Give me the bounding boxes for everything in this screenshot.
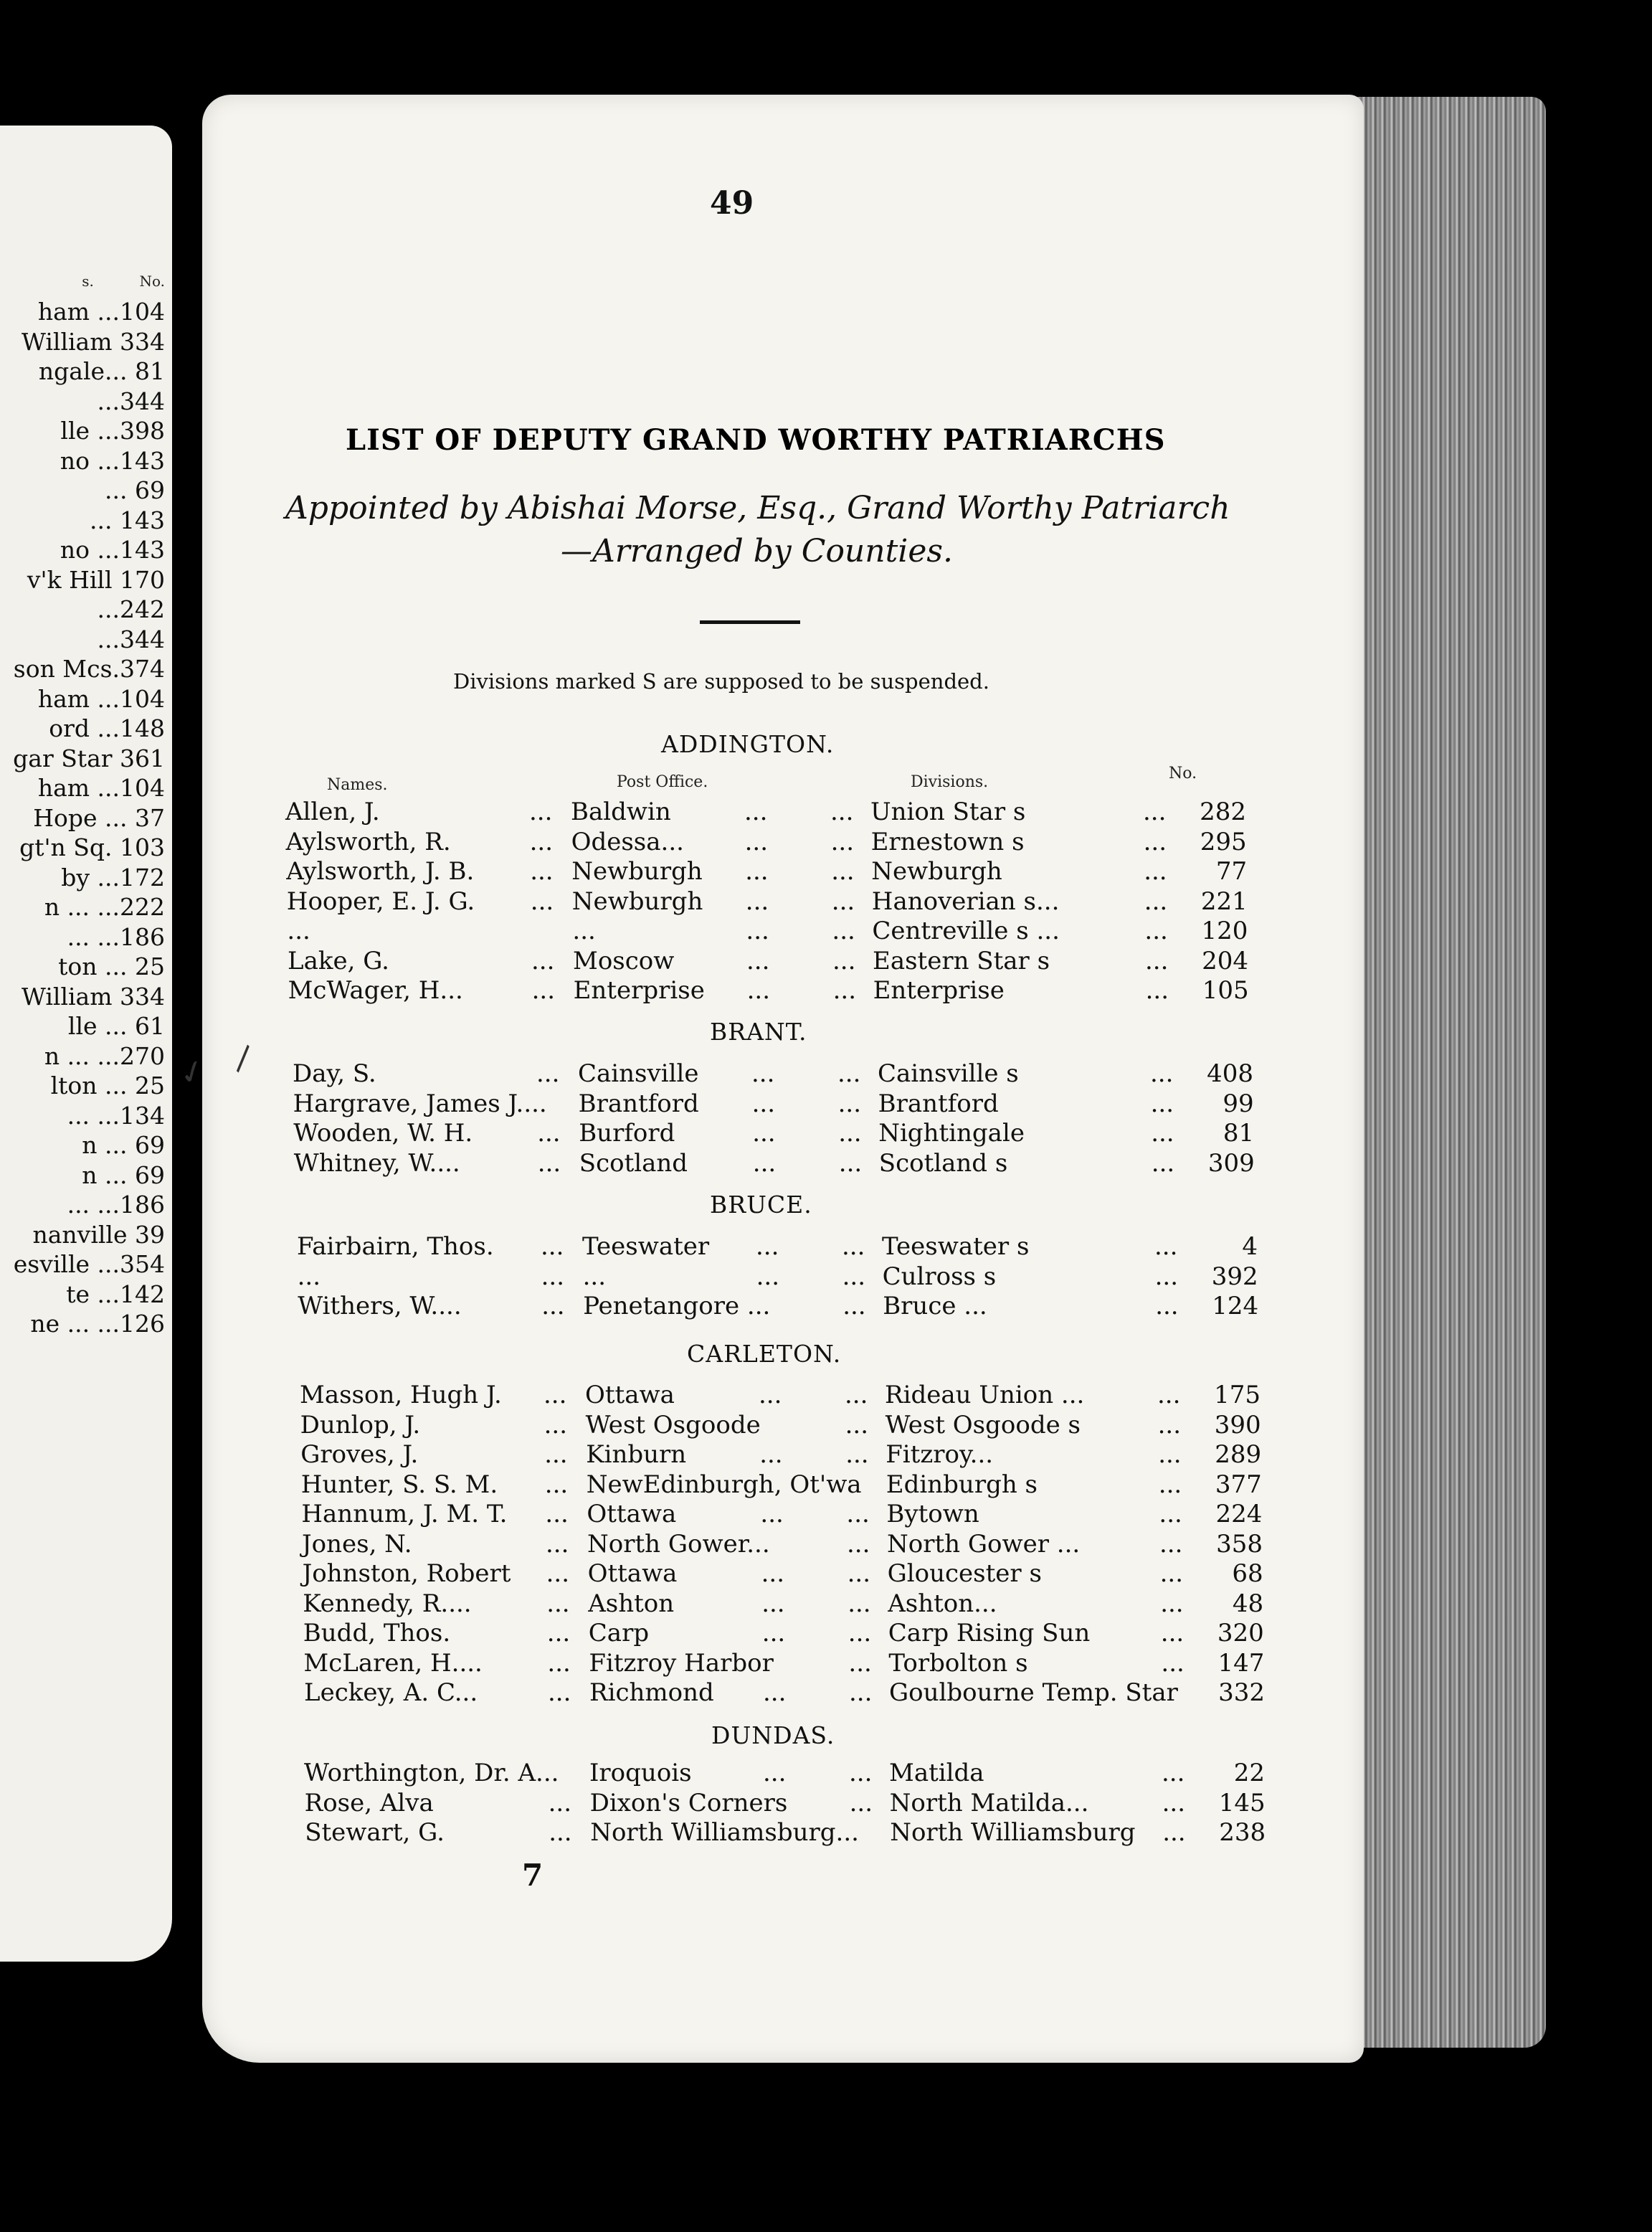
leader-dots: ... <box>832 976 857 1005</box>
entry-post-office: Ottawa <box>585 1381 675 1409</box>
entry-number: 204 <box>1202 946 1248 975</box>
leader-dots: ... <box>849 1678 873 1707</box>
leader-dots: ... <box>536 1059 560 1088</box>
entry-name: Worthington, Dr. A... <box>304 1759 559 1787</box>
left-page-line: ...344 <box>97 387 165 415</box>
leader-dots: ... <box>761 1619 786 1647</box>
entry-row <box>294 1149 1255 1178</box>
entry-number: 390 <box>1214 1410 1261 1439</box>
leader-dots: ... <box>756 1262 780 1291</box>
entry-number: 392 <box>1211 1262 1258 1291</box>
entry-division: Ashton... <box>888 1589 997 1618</box>
left-page-line: n ... 69 <box>82 1160 165 1189</box>
leader-dots: ... <box>537 1119 561 1148</box>
entry-row <box>303 1589 1263 1618</box>
entry-post-office: Baldwin <box>571 798 671 826</box>
left-page-line: William 334 <box>22 982 165 1011</box>
left-page-line: nanville 39 <box>32 1220 165 1249</box>
entry-row <box>300 1440 1261 1469</box>
entry-row <box>297 1232 1258 1261</box>
entry-name: Day, S. <box>293 1059 376 1088</box>
title-rule <box>700 620 800 624</box>
page-title: LIST OF DEPUTY GRAND WORTHY PATRIARCHS <box>346 423 1166 457</box>
entry-division: Cainsville s <box>878 1059 1019 1088</box>
entry-name: Aylsworth, R. <box>285 827 451 856</box>
entry-division: Scotland s <box>878 1148 1008 1178</box>
leader-dots: ... <box>548 1678 571 1707</box>
entry-name: Wooden, W. H. <box>293 1119 473 1148</box>
entry-name: Jones, N. <box>302 1529 412 1559</box>
left-page-line: no ...143 <box>60 446 165 475</box>
county-heading: ADDINGTON. <box>661 730 835 758</box>
leader-dots: ... <box>1162 1788 1186 1817</box>
entry-number: 22 <box>1233 1759 1265 1787</box>
entry-division: Hanoverian s... <box>871 886 1060 916</box>
entry-post-office: Ashton <box>588 1589 675 1618</box>
entry-post-office: Newburgh <box>571 886 703 916</box>
leader-dots: ... <box>544 1440 568 1469</box>
entry-post-office: North Williamsburg... <box>590 1818 859 1847</box>
leader-dots: ... <box>541 1232 564 1261</box>
subtitle-line-2: —Arranged by Counties. <box>561 533 953 569</box>
entry-post-office: NewEdinburgh, Ot'wa <box>586 1470 862 1499</box>
entry-post-office: Brantford <box>578 1089 699 1118</box>
leader-dots: ... <box>537 1148 561 1178</box>
left-page-line: ...242 <box>97 595 165 623</box>
leader-dots: ... <box>546 1589 570 1618</box>
leader-dots: ... <box>831 886 855 916</box>
leader-dots: ... <box>543 1381 567 1409</box>
entry-post-office: Cainsville <box>578 1059 699 1088</box>
leader-dots: ... <box>847 1529 870 1559</box>
leader-dots: ... <box>752 1119 776 1148</box>
left-page-line: Hope ... 37 <box>33 803 165 832</box>
column-header-names: Names. <box>327 776 388 794</box>
margin-arrow-mark: \ <box>227 1039 261 1077</box>
entry-name: Whitney, W.... <box>293 1148 460 1178</box>
entry-number: 105 <box>1202 976 1249 1005</box>
leader-dots: ... <box>541 1262 565 1291</box>
leader-dots: ... <box>848 1619 872 1647</box>
entry-post-office: Burford <box>579 1119 675 1148</box>
county-heading: BRUCE. <box>710 1191 812 1219</box>
page-number: 49 <box>710 185 754 222</box>
leader-dots: ... <box>1145 976 1169 1005</box>
leader-dots: ... <box>546 1559 570 1588</box>
entry-division: Rideau Union ... <box>885 1381 1085 1409</box>
entry-number: 282 <box>1200 798 1246 826</box>
entry-division: Ernestown s <box>870 827 1025 856</box>
entry-name: McWager, H... <box>288 976 463 1005</box>
left-page-line: n ... ...222 <box>44 893 165 921</box>
left-page-line: William 334 <box>22 327 165 356</box>
left-page-line: no ...143 <box>60 536 165 564</box>
entry-row <box>298 1262 1258 1291</box>
leader-dots: ... <box>1151 1119 1174 1148</box>
entry-row <box>303 1559 1263 1588</box>
entry-name: Allen, J. <box>285 798 380 826</box>
left-page-line: ... ...134 <box>67 1101 165 1130</box>
leader-dots: ... <box>543 1410 568 1439</box>
entry-name: ... <box>297 1262 321 1291</box>
entry-number: 295 <box>1200 827 1247 856</box>
leader-dots: ... <box>1144 917 1168 945</box>
entry-row <box>303 1649 1264 1678</box>
entry-division: Torbolton s <box>888 1648 1028 1678</box>
leader-dots: ... <box>832 946 856 975</box>
leader-dots: ... <box>832 917 855 945</box>
leader-dots: ... <box>1150 1089 1174 1118</box>
left-page-line: gar Star 361 <box>13 744 165 772</box>
county-heading: CARLETON. <box>687 1340 842 1368</box>
entry-post-office: Ottawa <box>587 1500 677 1528</box>
left-page-line: esville ...354 <box>13 1250 165 1278</box>
leader-dots: ... <box>837 1089 862 1118</box>
entry-division: Goulbourne Temp. Star <box>889 1678 1178 1707</box>
entry-number: 147 <box>1217 1648 1265 1678</box>
entry-number: 77 <box>1215 857 1248 886</box>
entry-division: Nightingale <box>878 1119 1025 1148</box>
entry-division: Enterprise <box>873 976 1005 1005</box>
entry-name: Hannum, J. M. T. <box>301 1500 508 1528</box>
leader-dots: ... <box>845 1381 868 1409</box>
leader-dots: ... <box>1159 1559 1184 1588</box>
left-page-line: gt'n Sq. 103 <box>19 833 165 861</box>
entry-number: 238 <box>1219 1818 1266 1847</box>
entry-row <box>300 1411 1261 1439</box>
entry-row <box>287 917 1248 945</box>
entry-row <box>293 1089 1254 1118</box>
leader-dots: ... <box>1158 1470 1182 1499</box>
entry-post-office: Carp <box>588 1619 650 1647</box>
leader-dots: ... <box>760 1500 784 1528</box>
entry-row <box>285 798 1246 826</box>
county-heading: DUNDAS. <box>711 1721 835 1749</box>
entry-name: Groves, J. <box>300 1440 419 1469</box>
entry-post-office: North Gower... <box>587 1529 770 1559</box>
entry-post-office: Moscow <box>573 946 675 975</box>
entry-division: North Williamsburg <box>890 1818 1136 1847</box>
entry-name: Masson, Hugh J. <box>300 1381 502 1409</box>
entry-division: Brantford <box>878 1089 999 1118</box>
entry-name: Stewart, G. <box>305 1818 445 1847</box>
entry-row <box>300 1381 1261 1409</box>
entry-row <box>301 1470 1262 1499</box>
leader-dots: ... <box>530 857 554 886</box>
leader-dots: ... <box>530 886 554 916</box>
leader-dots: ... <box>1154 1262 1179 1291</box>
entry-division: Centreville s ... <box>872 917 1060 945</box>
entry-division: Gloucester s <box>887 1559 1042 1588</box>
leader-dots: ... <box>744 827 769 856</box>
entry-number: 224 <box>1215 1500 1263 1528</box>
leader-dots: ... <box>842 1292 866 1320</box>
left-page <box>0 126 172 1962</box>
entry-division: Union Star s <box>870 798 1026 826</box>
leader-dots: ... <box>838 1119 862 1148</box>
left-page-line: n ... 69 <box>82 1131 165 1159</box>
leader-dots: ... <box>848 1648 872 1678</box>
leader-dots: ... <box>1151 1148 1175 1178</box>
leader-dots: ... <box>746 917 769 945</box>
entry-number: 124 <box>1212 1292 1259 1320</box>
left-page-line: ton ... 25 <box>58 952 165 980</box>
leader-dots: ... <box>1155 1292 1179 1320</box>
leader-dots: ... <box>763 1759 787 1787</box>
leader-dots: ... <box>849 1788 873 1817</box>
entry-post-office: Iroquois <box>589 1759 692 1787</box>
entry-number: 81 <box>1223 1119 1255 1148</box>
entry-number: 408 <box>1207 1059 1253 1088</box>
leader-dots: ... <box>1162 1818 1186 1847</box>
entry-row <box>305 1789 1266 1817</box>
entry-row <box>302 1530 1263 1559</box>
entry-number: 175 <box>1214 1381 1261 1409</box>
entry-number: 48 <box>1232 1589 1264 1618</box>
leader-dots: ... <box>1160 1619 1185 1647</box>
left-page-line: lton ... 25 <box>50 1072 165 1100</box>
entry-division: Carp Rising Sun <box>888 1619 1091 1647</box>
entry-division: Teeswater s <box>882 1232 1030 1261</box>
leader-dots: ... <box>759 1381 782 1409</box>
entry-name: Hunter, S. S. M. <box>300 1470 498 1499</box>
left-page-line: ngale... 81 <box>38 357 165 385</box>
leader-dots: ... <box>751 1059 775 1088</box>
column-header-post-office: Post Office. <box>617 773 708 791</box>
entry-name: Kennedy, R.... <box>303 1589 472 1618</box>
left-page-line: ham ...104 <box>37 774 165 802</box>
subtitle-line-1: Appointed by Abishai Morse, Esq., Grand Worthy Patriarch <box>285 490 1230 526</box>
leader-dots: ... <box>745 886 769 916</box>
left-page-line: ham ...104 <box>37 298 165 326</box>
entry-name: Leckey, A. C... <box>304 1678 478 1707</box>
leader-dots: ... <box>546 1619 571 1647</box>
entry-row <box>303 1619 1264 1647</box>
entry-row <box>301 1500 1262 1528</box>
suspension-note: Divisions marked S are supposed to be suspended. <box>453 669 989 694</box>
entry-name: Fairbairn, Thos. <box>297 1232 494 1261</box>
left-page-line: son Mcs.374 <box>13 655 165 683</box>
leader-dots: ... <box>761 1589 785 1618</box>
entry-division: West Osgoode s <box>885 1410 1081 1439</box>
entry-name: Dunlop, J. <box>300 1410 421 1439</box>
entry-number: 377 <box>1215 1470 1262 1499</box>
entry-division: Culross s <box>882 1262 997 1291</box>
leader-dots: ... <box>541 1292 565 1320</box>
leader-dots: ... <box>759 1440 783 1469</box>
leader-dots: ... <box>1162 1759 1185 1787</box>
leader-dots: ... <box>1150 1059 1174 1088</box>
leader-dots: ... <box>1160 1589 1184 1618</box>
leader-dots: ... <box>1154 1232 1178 1261</box>
entry-division: North Matilda... <box>889 1788 1089 1817</box>
entry-name: Hargrave, James J.... <box>293 1089 547 1118</box>
entry-row <box>293 1119 1254 1148</box>
entry-number: 289 <box>1215 1440 1262 1469</box>
leader-dots: ... <box>849 1759 873 1787</box>
entry-number: 99 <box>1223 1089 1254 1118</box>
leader-dots: ... <box>830 827 855 856</box>
column-header-divisions: Divisions. <box>911 773 989 791</box>
leader-dots: ... <box>1159 1529 1183 1559</box>
entry-division: Bruce ... <box>883 1292 987 1320</box>
leader-dots: ... <box>546 1529 569 1559</box>
leader-dots: ... <box>1157 1381 1181 1409</box>
leader-dots: ... <box>745 857 769 886</box>
leader-dots: ... <box>1144 857 1167 886</box>
leader-dots: ... <box>746 976 771 1005</box>
entry-post-office: Penetangore ... <box>583 1292 771 1320</box>
entry-post-office: Kinburn <box>586 1440 687 1469</box>
entry-post-office: Richmond <box>589 1678 714 1707</box>
leader-dots: ... <box>1144 886 1168 916</box>
leader-dots: ... <box>1158 1440 1182 1469</box>
column-header-no: No. <box>1169 765 1197 782</box>
leader-dots: ... <box>1157 1410 1182 1439</box>
entry-row <box>288 947 1248 975</box>
left-page-line: ... ...186 <box>67 1191 165 1219</box>
leader-dots: ... <box>531 946 555 975</box>
leader-dots: ... <box>846 1500 870 1528</box>
leader-dots: ... <box>545 1500 569 1528</box>
entry-number: 320 <box>1217 1619 1264 1647</box>
left-page-line: v'k Hill 170 <box>27 565 165 594</box>
leader-dots: ... <box>837 1059 861 1088</box>
leader-dots: ... <box>830 798 854 826</box>
entry-division: North Gower ... <box>887 1529 1081 1559</box>
entry-name: Aylsworth, J. B. <box>286 857 475 886</box>
leader-dots: ... <box>1143 798 1167 826</box>
leader-dots: ... <box>756 1232 779 1261</box>
leader-dots: ... <box>529 798 553 826</box>
entry-row <box>304 1759 1265 1787</box>
entry-name: Budd, Thos. <box>303 1619 451 1647</box>
entry-name: Withers, W.... <box>298 1292 462 1320</box>
leader-dots: ... <box>848 1589 871 1618</box>
leader-dots: ... <box>842 1232 865 1261</box>
leader-dots: ... <box>744 798 768 826</box>
entry-division: Edinburgh s <box>886 1470 1038 1499</box>
entry-row <box>286 828 1247 856</box>
leader-dots: ... <box>838 1148 863 1178</box>
entry-post-office: ... <box>572 917 596 945</box>
leader-dots: ... <box>1143 827 1167 856</box>
entry-name: McLaren, H.... <box>303 1648 483 1678</box>
leader-dots: ... <box>845 1440 869 1469</box>
entry-post-office: West Osgoode <box>585 1410 761 1439</box>
left-page-line: by ...172 <box>61 863 165 892</box>
margin-check-mark: ✓ <box>174 1051 212 1094</box>
entry-number: 221 <box>1200 886 1248 916</box>
leader-dots: ... <box>842 1262 866 1291</box>
entry-name: Lake, G. <box>288 946 389 975</box>
leader-dots: ... <box>752 1148 777 1178</box>
leader-dots: ... <box>1145 946 1169 975</box>
entry-number: 332 <box>1218 1678 1265 1707</box>
entry-row <box>304 1678 1265 1707</box>
entry-row <box>288 976 1249 1005</box>
entry-number: 120 <box>1201 917 1248 945</box>
entry-division: Matilda <box>889 1759 984 1787</box>
entry-post-office: Newburgh <box>571 857 703 886</box>
entry-number: 145 <box>1218 1788 1266 1817</box>
leader-dots: ... <box>1159 1500 1182 1528</box>
entry-number: 4 <box>1242 1232 1258 1261</box>
entry-post-office: Dixon's Corners <box>589 1788 788 1817</box>
leader-dots: ... <box>1161 1648 1185 1678</box>
left-page-line: n ... ...270 <box>44 1041 165 1070</box>
entry-post-office: Ottawa <box>587 1559 678 1588</box>
entry-post-office: Fitzroy Harbor <box>589 1648 774 1678</box>
entry-division: Fitzroy... <box>886 1440 994 1469</box>
left-page-line: ... ...186 <box>67 922 165 951</box>
leader-dots: ... <box>831 857 855 886</box>
leader-dots: ... <box>751 1089 776 1118</box>
entry-post-office: Odessa... <box>571 827 684 856</box>
entry-number: 68 <box>1232 1559 1263 1588</box>
county-heading: BRANT. <box>710 1018 807 1046</box>
entry-name: ... <box>287 917 310 945</box>
entry-name: Johnston, Robert <box>302 1559 511 1588</box>
entry-post-office: ... <box>582 1262 607 1291</box>
left-page-column-head: s. No. <box>82 273 165 290</box>
leader-dots: ... <box>529 827 554 856</box>
leader-dots: ... <box>845 1410 869 1439</box>
leader-dots: ... <box>549 1818 572 1847</box>
entry-number: 309 <box>1207 1148 1255 1178</box>
entry-post-office: Teeswater <box>582 1232 710 1261</box>
entry-row <box>286 857 1247 886</box>
left-page-line: lle ...398 <box>60 417 165 445</box>
leader-dots: ... <box>761 1559 785 1588</box>
left-page-line: lle ... 61 <box>67 1012 165 1040</box>
entry-row <box>298 1292 1258 1320</box>
entry-row <box>287 887 1248 916</box>
leader-dots: ... <box>746 946 770 975</box>
entry-division: Eastern Star s <box>873 946 1050 975</box>
leader-dots: ... <box>548 1788 572 1817</box>
entry-post-office: Enterprise <box>573 976 705 1005</box>
leader-dots: ... <box>763 1678 787 1707</box>
entry-post-office: Scotland <box>579 1148 688 1178</box>
left-page-line: ne ... ...126 <box>30 1310 165 1338</box>
left-page-line: te ...142 <box>66 1280 165 1308</box>
entry-division: Newburgh <box>871 857 1002 886</box>
left-page-line: ...344 <box>97 625 165 653</box>
left-page-line: ord ...148 <box>49 714 165 742</box>
leader-dots: ... <box>847 1559 871 1588</box>
left-page-line: ham ...104 <box>37 684 165 713</box>
entry-name: Hooper, E. J. G. <box>286 886 475 916</box>
entry-row <box>305 1818 1266 1847</box>
entry-number: 358 <box>1216 1529 1263 1559</box>
leader-dots: ... <box>531 976 556 1005</box>
entry-row <box>293 1059 1253 1088</box>
entry-name: Rose, Alva <box>304 1788 434 1817</box>
left-page-line: ... 69 <box>105 476 165 504</box>
signature-mark: 7 <box>522 1858 543 1893</box>
entry-division: Bytown <box>886 1500 979 1528</box>
leader-dots: ... <box>547 1648 571 1678</box>
leader-dots: ... <box>544 1470 569 1499</box>
left-page-line: ... 143 <box>90 506 165 534</box>
